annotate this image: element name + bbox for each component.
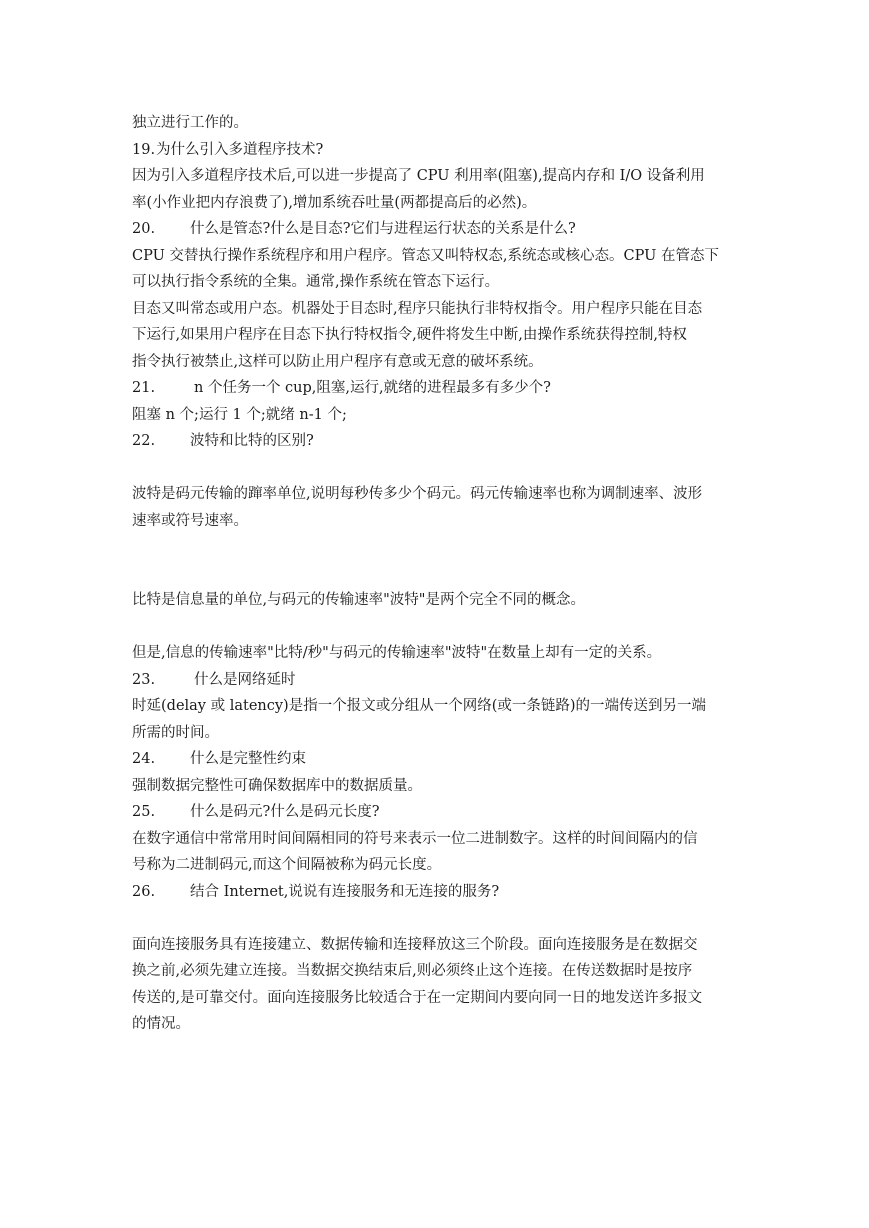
blank-line (132, 905, 752, 932)
blank-line (132, 455, 752, 482)
paragraph-line: 号称为二进制码元,而这个间隔被称为码元长度。 (132, 857, 442, 873)
paragraph-line: 下运行,如果用户程序在目态下执行特权指令,硬件将发生中断,由操作系统获得控制,特权 (132, 327, 687, 343)
question-number: 24. (132, 751, 156, 767)
paragraph-line: 但是,信息的传输速率"比特/秒"与码元的传输速率"波特"在数量上却有一定的关系。 (132, 645, 662, 661)
paragraph-line: 目态又叫常态或用户态。机器处于目态时,程序只能执行非特权指令。用户程序只能在目态 (132, 300, 703, 317)
document-page (132, 110, 752, 1038)
paragraph-line: 时延(delay 或 latency)是指一个报文或分组从一个网络(或一条链路)的一端传送到另一端 (132, 698, 707, 714)
paragraph-line: CPU 交替执行操作系统程序和用户程序。管态又叫特权态,系统态或核心态。CPU 在管态下 (132, 247, 719, 264)
question-text: 什么是完整性约束 (190, 751, 306, 767)
question-21 (132, 375, 752, 402)
question-text: 结合 Internet,说说有连接服务和无连接的服务? (190, 883, 500, 900)
paragraph-line: 独立进行工作的。 (132, 115, 248, 131)
question-24 (132, 746, 752, 773)
question-23 (132, 667, 752, 694)
question-text: 波特和比特的区别? (190, 433, 314, 449)
question-text: 什么是管态?什么是目态?它们与进程运行状态的关系是什么? (190, 221, 576, 237)
paragraph-line: 因为引入多道程序技术后,可以进一步提高了 CPU 利用率(阻塞),提高内存和 I/O 设备利用 (132, 168, 705, 184)
question-20 (132, 216, 752, 243)
question-text: 什么是网络延时 (194, 671, 296, 688)
paragraph-line: 强制数据完整性可确保数据库中的数据质量。 (132, 777, 422, 794)
question-number: 21. (132, 380, 156, 396)
question-text: 什么是码元?什么是码元长度? (190, 804, 380, 820)
paragraph-line: 比特是信息量的单位,与码元的传输速率"波特"是两个完全不同的概念。 (132, 592, 585, 608)
paragraph-line: 在数字通信中常常用时间间隔相同的符号来表示一位二进制数字。这样的时间间隔内的信 (132, 830, 698, 847)
paragraph-line: 可以执行指令系统的全集。通常,操作系统在管态下运行。 (132, 274, 500, 290)
paragraph-line: 波特是码元传输的蹿率单位,说明每秒传多少个码元。码元传输速率也称为调制速率、波形 (132, 486, 703, 502)
question-26 (132, 879, 752, 906)
question-text: n 个任务一个 cup,阻塞,运行,就绪的进程最多有多少个? (194, 380, 551, 396)
question-19 (132, 137, 752, 164)
question-number: 25. (132, 804, 156, 820)
paragraph-line: 率(小作业把内存浪费了),增加系统吞吐量(两都提高后的必然)。 (132, 194, 537, 211)
question-number: 26. (132, 883, 156, 900)
question-22 (132, 428, 752, 455)
question-number: 20. (132, 221, 156, 237)
paragraph-line: 阻塞 n 个;运行 1 个;就绪 n-1 个; (132, 406, 347, 423)
question-number: 19. (132, 141, 156, 158)
question-25 (132, 799, 752, 826)
paragraph-line: 传送的,是可靠交付。面向连接服务比较适合于在一定期间内要向同一日的地发送许多报文 (132, 989, 703, 1006)
paragraph-line: 换之前,必须先建立连接。当数据交换结束后,则必须终止这个连接。在传送数据时是按序 (132, 963, 693, 979)
paragraph-line: 的情况。 (132, 1016, 190, 1032)
blank-line (132, 614, 752, 641)
blank-line (132, 534, 752, 587)
paragraph-line: 指令执行被禁止,这样可以防止用户程序有意或无意的破坏系统。 (132, 353, 543, 370)
paragraph-line: 面向连接服务具有连接建立、数据传输和连接释放这三个阶段。面向连接服务是在数据交 (132, 936, 698, 953)
paragraph-line: 速率或符号速率。 (132, 512, 248, 529)
question-text: 为什么引入多道程序技术? (156, 141, 324, 158)
question-number: 23. (132, 671, 156, 688)
paragraph-line: 所需的时间。 (132, 724, 219, 741)
question-number: 22. (132, 433, 156, 449)
